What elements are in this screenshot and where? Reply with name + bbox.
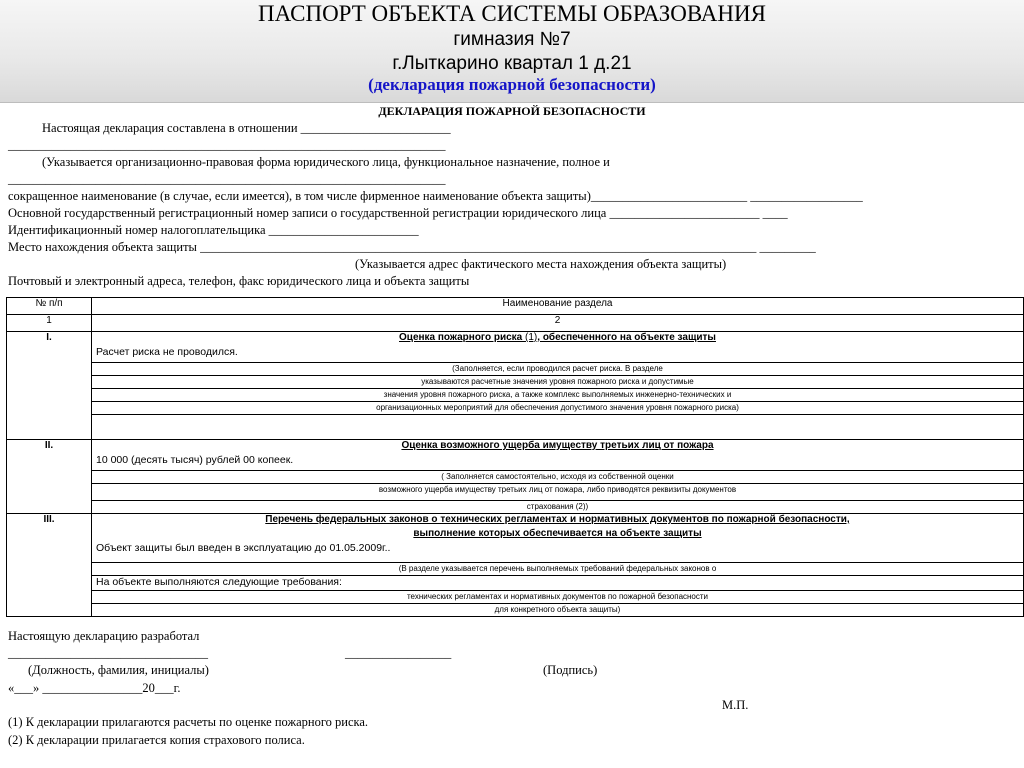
doc-line-2: ______________________________________________________________________ [8, 138, 446, 152]
section-2-note-2: возможного ущерба имуществу третьих лиц от пожара, либо приводятся реквизиты документов [92, 484, 1024, 501]
section-1-note-1: (Заполняется, если проводился расчет риска. В разделе [92, 363, 1024, 376]
signature-blank-line: _________________ [345, 646, 452, 660]
footnote-2: (2) К декларации прилагается копия страхового полиса. [8, 733, 305, 747]
section-3-note-1: (В разделе указывается перечень выполняемых требований федеральных законов о [92, 563, 1024, 576]
doc-line-4: ______________________________________________________________________ [8, 172, 446, 186]
section-3-main [92, 514, 1024, 563]
doc-line-6: Основной государственный регистрационный номер записи о государственной регистрации юридического лица ________________________ ____ [8, 206, 788, 220]
sections-table [6, 297, 1024, 617]
section-2-num: II. [7, 440, 92, 514]
section-1-note-3: значения уровня пожарного риска, а также комплекс выполняемых инженерно-технических и [92, 389, 1024, 402]
section-3-note-2: технических регламентах и нормативных документов по пожарной безопасности [92, 591, 1024, 604]
section-3-value: Объект защиты был введен в эксплуатацию до 01.05.2009г.. [96, 542, 391, 554]
section-1-title: Оценка пожарного риска (1), обеспеченного на объекте защиты [399, 332, 716, 343]
doc-line-3: (Указывается организационно-правовая форма юридического лица, функциональное назначение, полное и [42, 155, 610, 169]
footnote-1: (1) К декларации прилагаются расчеты по оценке пожарного риска. [8, 715, 369, 729]
date-line: «___» ________________20___г. [8, 681, 181, 695]
section-3-note-3: для конкретного объекта защиты) [92, 604, 1024, 617]
index-num: 1 [7, 315, 92, 332]
section-1-value: Расчет риска не проводился. [96, 346, 238, 358]
school-address: г.Лыткарино квартал 1 д.21 [392, 53, 632, 74]
section-3-title-1: Перечень федеральных законов о технических регламентах и нормативных документов по пожарной безопасности, [265, 514, 850, 525]
section-3-row [7, 514, 1024, 563]
developed-by-label: Настоящую декларацию разработал [8, 629, 200, 643]
doc-line-5: сокращенное наименование (в случае, если имеется), в том числе фирменное наименование объекта защиты)_________________________ __________________ [8, 189, 863, 203]
slide-header [0, 0, 1024, 103]
section-1-note-2: указываются расчетные значения уровня пожарного риска и допустимые [92, 376, 1024, 389]
section-3-value-2: На объекте выполняются следующие требования: [92, 576, 1024, 591]
section-1-note-4: организационных мероприятий для обеспечения допустимого значения уровня пожарного риска) [92, 402, 1024, 415]
page-subtitle: (декларация пожарной безопасности) [368, 75, 656, 94]
section-1-num: I. [7, 332, 92, 440]
section-2-title: Оценка возможного ущерба имуществу третьих лиц от пожара [401, 440, 714, 451]
school-name: гимназия №7 [453, 29, 571, 50]
table-header-row [7, 298, 1024, 315]
signature-caption: (Подпись) [543, 663, 598, 677]
doc-line-9: (Указывается адрес фактического места нахождения объекта защиты) [355, 257, 727, 271]
col-num-header: № п/п [7, 298, 92, 315]
stamp-place: М.П. [722, 698, 749, 712]
section-2-note-3: страхования (2)) [92, 501, 1024, 514]
section-1-main [92, 332, 1024, 363]
doc-line-10: Почтовый и электронный адреса, телефон, факс юридического лица и объекта защиты [8, 274, 470, 288]
position-caption: (Должность, фамилия, инициалы) [28, 663, 209, 677]
section-1-blank [92, 415, 1024, 440]
section-2-note-1: ( Заполняется самостоятельно, исходя из собственной оценки [92, 471, 1024, 484]
section-2-main [92, 440, 1024, 471]
col-name-header: Наименование раздела [92, 298, 1024, 315]
doc-line-7: Идентификационный номер налогоплательщика ________________________ [8, 223, 419, 237]
position-blank-line: ________________________________ [8, 646, 208, 660]
section-3-num: III. [7, 514, 92, 617]
section-2-row [7, 440, 1024, 471]
page-title: ПАСПОРТ ОБЪЕКТА СИСТЕМЫ ОБРАЗОВАНИЯ [258, 1, 766, 26]
section-3-title-2: выполнение которых обеспечивается на объекте защиты [413, 528, 702, 539]
table-index-row [7, 315, 1024, 332]
section-1-row [7, 332, 1024, 363]
section-2-value: 10 000 (десять тысяч) рублей 00 копеек. [96, 454, 294, 466]
document-heading: ДЕКЛАРАЦИЯ ПОЖАРНОЙ БЕЗОПАСНОСТИ [378, 104, 646, 118]
doc-line-1: Настоящая декларация составлена в отношении ________________________ [42, 121, 451, 135]
index-name: 2 [92, 315, 1024, 332]
doc-line-8: Место нахождения объекта защиты _________________________________________________________________________________________ _________ [8, 240, 816, 254]
